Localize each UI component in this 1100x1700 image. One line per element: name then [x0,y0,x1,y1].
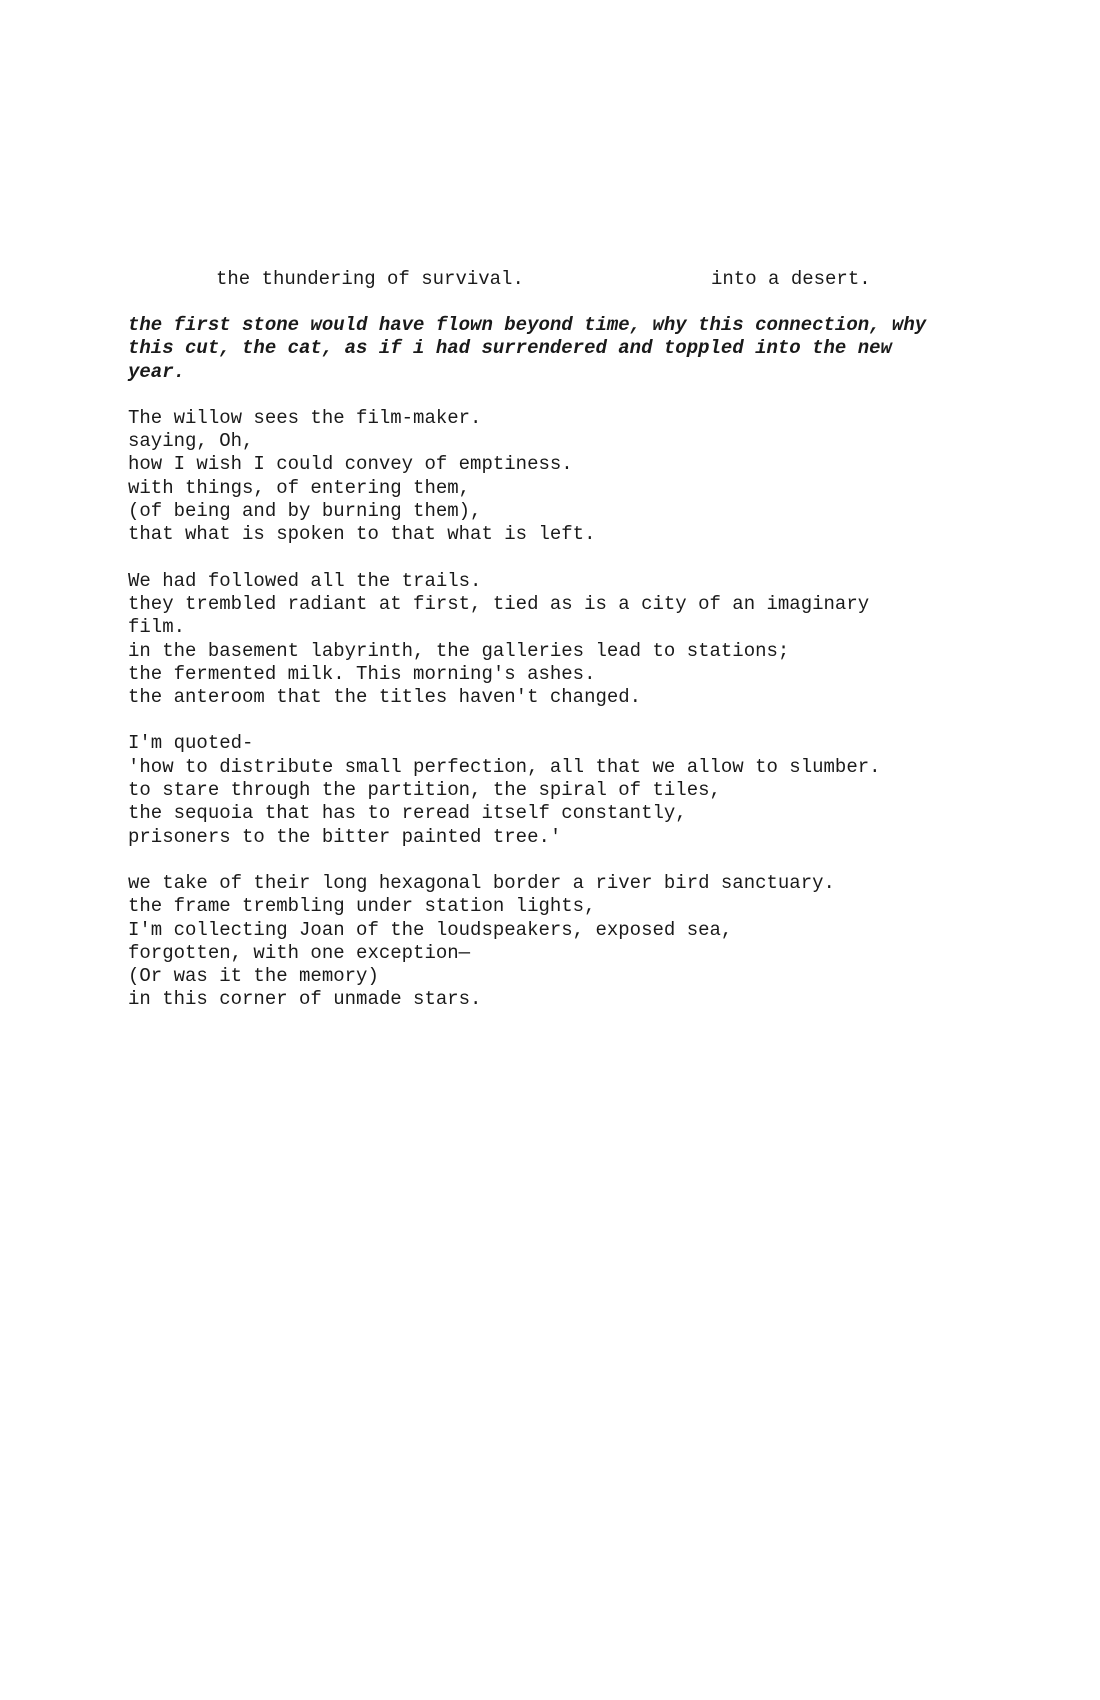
header-line-left: the thundering of survival. [216,268,524,290]
poem-line: the sequoia that has to reread itself constantly, [128,802,687,825]
stanza-1 [128,407,988,547]
poem-line: We had followed all the trails. [128,569,482,592]
italic-paragraph [128,314,988,384]
poem-line: 'how to distribute small perfection, all that we allow to slumber. [128,755,881,778]
poem-line: prisoners to the bitter painted tree.' [128,825,562,848]
poem-line: the anteroom that the titles haven't changed. [128,686,642,709]
poem-line: saying, Oh, [128,430,254,453]
italic-line: year. [128,360,186,383]
poem-line: (Or was it the memory) [128,965,379,988]
poem-line: the fermented milk. This morning's ashes. [128,662,596,685]
poem-line: in the basement labyrinth, the galleries lead to stations; [128,639,790,662]
poem-body [128,314,988,1012]
poem-line: I'm quoted- [128,732,254,755]
poem-line: we take of their long hexagonal border a river bird sanctuary. [128,871,835,894]
poem-line: they trembled radiant at first, tied as is a city of an imaginary [128,592,870,615]
poem-line: that what is spoken to that what is left. [128,523,596,546]
poem-line: how I wish I could convey of emptiness. [128,453,573,476]
poem-line: the frame trembling under station lights, [128,895,596,918]
poem-line: in this corner of unmade stars. [128,988,482,1011]
poem-line: forgotten, with one exception— [128,941,471,964]
poem-line: The willow sees the film-maker. [128,406,482,429]
stanza-4 [128,872,988,1012]
header-line-right: into a desert. [711,268,871,290]
poem-line: with things, of entering them, [128,476,471,499]
italic-line: the first stone would have flown beyond time, why this connection, why [128,314,927,336]
stanza-2 [128,570,988,710]
italic-line: this cut, the cat, as if i had surrendered and toppled into the new [128,337,892,360]
poem-line: to stare through the partition, the spiral of tiles, [128,779,721,802]
poem-line: film. [128,616,186,639]
poem-line: I'm collecting Joan of the loudspeakers, exposed sea, [128,918,733,941]
stanza-3 [128,732,988,848]
poem-line: (of being and by burning them), [128,500,482,523]
